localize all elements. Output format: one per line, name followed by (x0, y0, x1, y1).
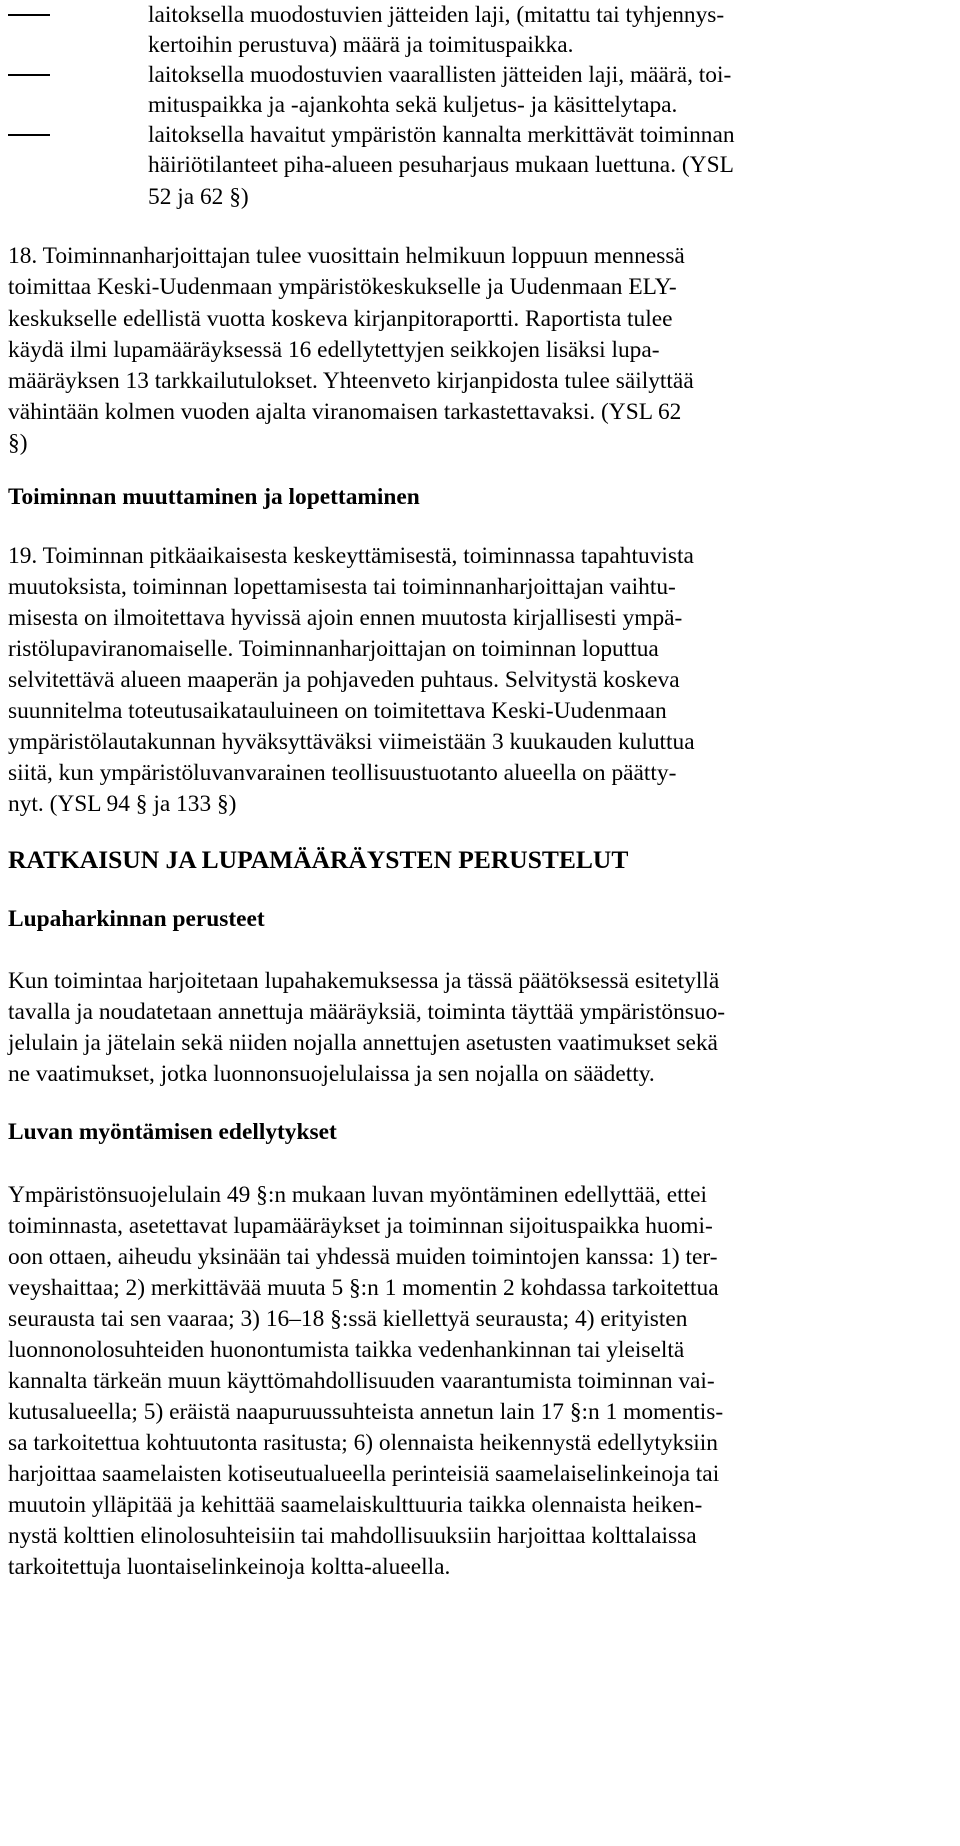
bullet-line: laitoksella muodostuvien vaarallisten jätteiden laji, määrä, toi- (148, 62, 732, 88)
paragraph-line: oon ottaen, aiheudu yksinään tai yhdessä muiden toimintojen kanssa: 1) ter- (8, 1244, 718, 1270)
paragraph-line: Ympäristönsuojelulain 49 §:n mukaan luvan myöntäminen edellyttää, ettei (8, 1182, 707, 1208)
bullet-line: laitoksella muodostuvien jätteiden laji, (mitattu tai tyhjennys- (148, 2, 725, 28)
paragraph-line: ne vaatimukset, jotka luonnonsuojelulaissa ja sen nojalla on säädetty. (8, 1061, 655, 1087)
paragraph-line: suunnitelma toteutusaikatauluineen on toimitettava Keski-Uudenmaan (8, 698, 667, 724)
main-section-heading: RATKAISUN JA LUPAMÄÄRÄYSTEN PERUSTELUT (8, 845, 629, 874)
paragraph-line: ympäristölautakunnan hyväksyttäväksi viimeistään 3 kuukauden kuluttua (8, 729, 695, 755)
paragraph-line: keskukselle edellistä vuotta koskeva kirjanpitoraportti. Raportista tulee (8, 306, 673, 332)
paragraph-line: kannalta tärkeän muun käyttömahdollisuuden vaarantumista toiminnan vai- (8, 1368, 715, 1394)
paragraph-line: tarkoitettuja luontaiselinkeinoja koltta-alueella. (8, 1554, 451, 1580)
paragraph-line: toiminnasta, asetettavat lupamääräykset ja toiminnan sijoituspaikka huomi- (8, 1213, 713, 1239)
paragraph-line: nystä kolttien elinolosuhteisiin tai mahdollisuuksiin harjoittaa kolttalaissa (8, 1523, 697, 1549)
paragraph-line: ristölupaviranomaiselle. Toiminnanharjoittajan on toiminnan loputtua (8, 636, 659, 662)
paragraph-line: nyt. (YSL 94 § ja 133 §) (8, 791, 237, 817)
paragraph-line: Kun toimintaa harjoitetaan lupahakemuksessa ja tässä päätöksessä esitetyllä (8, 968, 720, 994)
dash-bullet-icon (8, 74, 50, 76)
paragraph-line: siitä, kun ympäristöluvanvarainen teollisuustuotanto alueella on päätty- (8, 760, 677, 786)
paragraph-line: luonnonolosuhteiden huonontumista taikka vedenhankinnan tai yleiseltä (8, 1337, 685, 1363)
paragraph-line: käydä ilmi lupamääräyksessä 16 edellytettyjen seikkojen lisäksi lupa- (8, 337, 660, 363)
paragraph-line: §) (8, 430, 28, 456)
dash-bullet-icon (8, 134, 50, 136)
bullet-line: häiriötilanteet piha-alueen pesuharjaus mukaan luettuna. (YSL (148, 152, 734, 178)
paragraph-line: tavalla ja noudatetaan annettuja määräyksiä, toiminta täyttää ympäristönsuo- (8, 999, 726, 1025)
dash-bullet-icon (8, 14, 50, 16)
paragraph-line: kutusalueella; 5) eräistä naapuruussuhteista annetun lain 17 §:n 1 momentis- (8, 1399, 724, 1425)
paragraph-line: vähintään kolmen vuoden ajalta viranomaisen tarkastettavaksi. (YSL 62 (8, 399, 682, 425)
paragraph-line: muutoksista, toiminnan lopettamisesta tai toiminnanharjoittajan vaihtu- (8, 574, 676, 600)
bullet-line: laitoksella havaitut ympäristön kannalta merkittävät toiminnan (148, 122, 735, 148)
section-heading: Luvan myöntämisen edellytykset (8, 1119, 337, 1145)
section-heading: Lupaharkinnan perusteet (8, 906, 265, 932)
paragraph-line: 18. Toiminnanharjoittajan tulee vuosittain helmikuun loppuun mennessä (8, 243, 685, 269)
paragraph-line: toimittaa Keski-Uudenmaan ympäristökeskukselle ja Uudenmaan ELY- (8, 274, 677, 300)
bullet-line: kertoihin perustuva) määrä ja toimituspaikka. (148, 32, 574, 58)
paragraph-line: seurausta tai sen vaaraa; 3) 16–18 §:ssä kiellettyä seurausta; 4) erityisten (8, 1306, 688, 1332)
paragraph-line: veyshaittaa; 2) merkittävää muuta 5 §:n 1 momentin 2 kohdassa tarkoitettua (8, 1275, 719, 1301)
paragraph-line: sa tarkoitettua kohtuutonta rasitusta; 6) olennaista heikennystä edellytyksiin (8, 1430, 718, 1456)
paragraph-line: jelulain ja jätelain sekä niiden nojalla annettujen asetusten vaatimukset sekä (8, 1030, 718, 1056)
bullet-line: mituspaikka ja -ajankohta sekä kuljetus- ja käsittelytapa. (148, 92, 678, 118)
paragraph-line: selvitettävä alueen maaperän ja pohjaveden puhtaus. Selvitystä koskeva (8, 667, 680, 693)
bullet-line: 52 ja 62 §) (148, 184, 249, 210)
paragraph-line: 19. Toiminnan pitkäaikaisesta keskeyttämisestä, toiminnassa tapahtuvista (8, 543, 694, 569)
paragraph-line: misesta on ilmoitettava hyvissä ajoin ennen muutosta kirjallisesti ympä- (8, 605, 683, 631)
paragraph-line: muutoin ylläpitää ja kehittää saamelaiskulttuuria taikka olennaista heiken- (8, 1492, 703, 1518)
paragraph-line: määräyksen 13 tarkkailutulokset. Yhteenveto kirjanpidosta tulee säilyttää (8, 368, 694, 394)
section-heading: Toiminnan muuttaminen ja lopettaminen (8, 484, 420, 510)
paragraph-line: harjoittaa saamelaisten kotiseutualueella perinteisiä saamelaiselinkeinoja tai (8, 1461, 720, 1487)
